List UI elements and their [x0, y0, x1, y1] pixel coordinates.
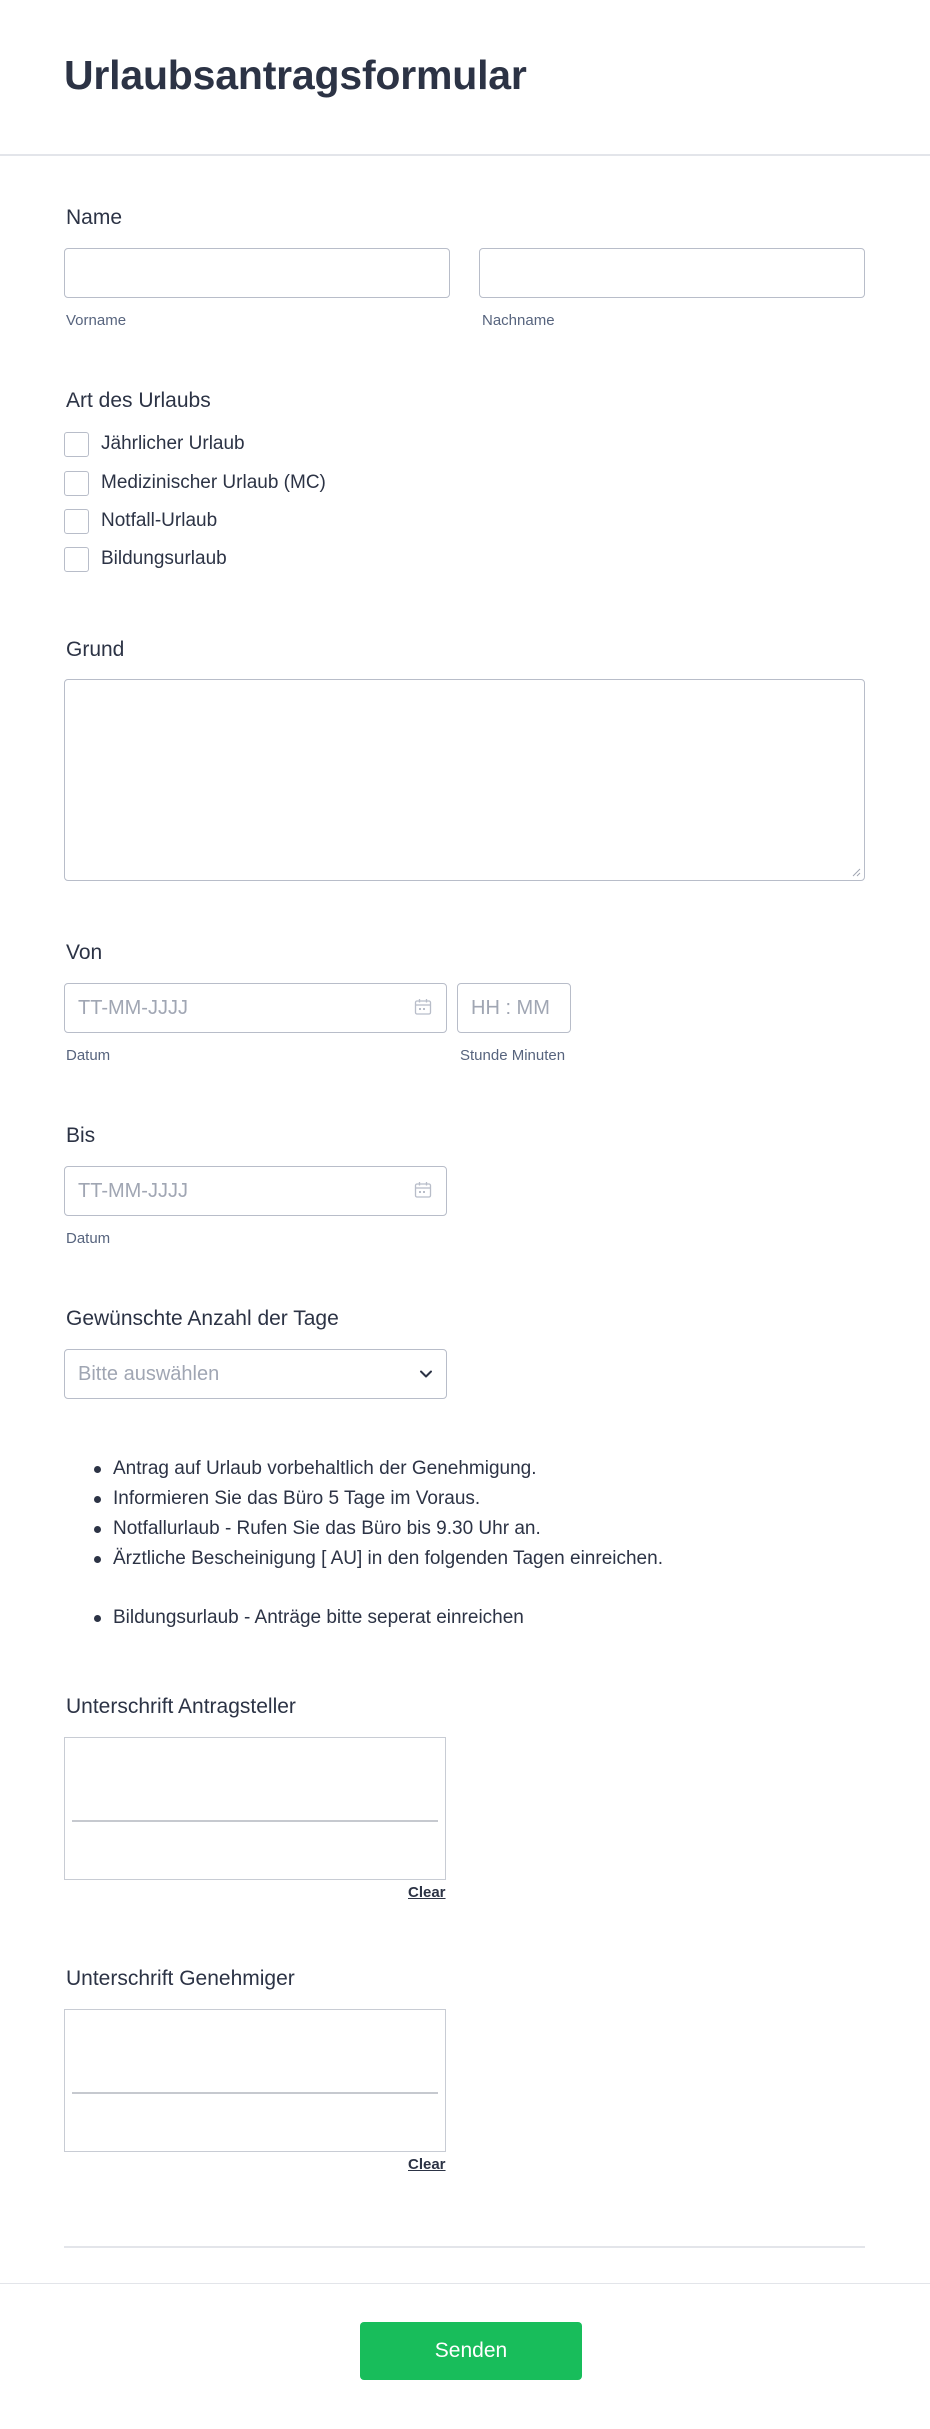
approver-signature-label: Unterschrift Genehmiger — [66, 1967, 295, 1990]
reason-textarea[interactable] — [64, 679, 865, 881]
from-time-input[interactable] — [457, 983, 571, 1033]
from-date-placeholder: TT-MM-JJJJ — [78, 997, 188, 1019]
leave-type-label: Art des Urlaubs — [66, 389, 211, 412]
checkbox-emergency-leave[interactable] — [64, 508, 217, 534]
last-name-sublabel: Nachname — [482, 312, 555, 329]
signature-baseline — [72, 1820, 438, 1822]
chevron-down-icon[interactable] — [418, 1366, 434, 1382]
checkbox-box[interactable] — [64, 547, 89, 572]
days-label: Gewünschte Anzahl der Tage — [66, 1307, 339, 1330]
list-item: Antrag auf Urlaub vorbehaltlich der Genehmigung. — [113, 1454, 663, 1484]
checkbox-box[interactable] — [64, 471, 89, 496]
to-date-input[interactable] — [64, 1166, 447, 1216]
days-select-placeholder: Bitte auswählen — [78, 1363, 220, 1385]
to-date-sublabel: Datum — [66, 1230, 111, 1247]
list-item: Notfallurlaub - Rufen Sie das Büro bis 9.30 Uhr an. — [113, 1514, 663, 1544]
approver-signature-clear-link[interactable]: Clear — [408, 2156, 446, 2173]
from-time-sublabel: Stunde Minuten — [460, 1047, 566, 1064]
resize-handle-icon[interactable] — [851, 867, 861, 877]
checkbox-label: Medizinischer Urlaub (MC) — [101, 472, 326, 493]
approver-signature-pad[interactable] — [64, 2009, 446, 2152]
section-divider — [64, 2246, 865, 2248]
checkbox-label: Bildungsurlaub — [101, 548, 227, 569]
notes-list — [113, 1454, 663, 1633]
first-name-input[interactable] — [64, 248, 450, 298]
checkbox-education-leave[interactable] — [64, 546, 227, 572]
applicant-signature-pad[interactable] — [64, 1737, 446, 1880]
first-name-sublabel: Vorname — [66, 312, 127, 329]
list-item: Bildungsurlaub - Anträge bitte seperat einreichen — [113, 1603, 663, 1633]
signature-baseline — [72, 2092, 438, 2094]
form-header — [0, 0, 930, 156]
list-item: Informieren Sie das Büro 5 Tage im Voraus. — [113, 1484, 663, 1514]
from-time-placeholder: HH : MM — [471, 997, 550, 1019]
from-label: Von — [66, 941, 103, 964]
list-item: Ärztliche Bescheinigung [ AU] in den folgenden Tagen einreichen. — [113, 1544, 663, 1574]
checkbox-label: Jährlicher Urlaub — [101, 433, 245, 454]
to-label: Bis — [66, 1124, 96, 1147]
checkbox-label: Notfall-Urlaub — [101, 510, 218, 531]
last-name-input[interactable] — [479, 248, 865, 298]
name-label: Name — [66, 206, 123, 229]
reason-label: Grund — [66, 638, 125, 661]
to-date-placeholder: TT-MM-JJJJ — [78, 1180, 188, 1202]
checkbox-box[interactable] — [64, 432, 89, 457]
checkbox-box[interactable] — [64, 509, 89, 534]
days-select[interactable] — [64, 1349, 447, 1399]
calendar-icon[interactable] — [414, 1181, 432, 1199]
applicant-signature-clear-link[interactable]: Clear — [408, 1884, 446, 1901]
from-date-sublabel: Datum — [66, 1047, 111, 1064]
from-date-input[interactable] — [64, 983, 447, 1033]
submit-button[interactable]: Senden — [360, 2322, 582, 2380]
form-title: Urlaubsantragsformular — [64, 52, 527, 98]
calendar-icon[interactable] — [414, 998, 432, 1016]
checkbox-medical-leave[interactable] — [64, 470, 326, 496]
applicant-signature-label: Unterschrift Antragsteller — [66, 1695, 296, 1718]
checkbox-annual-leave[interactable] — [64, 431, 245, 457]
form-footer — [0, 2283, 930, 2429]
